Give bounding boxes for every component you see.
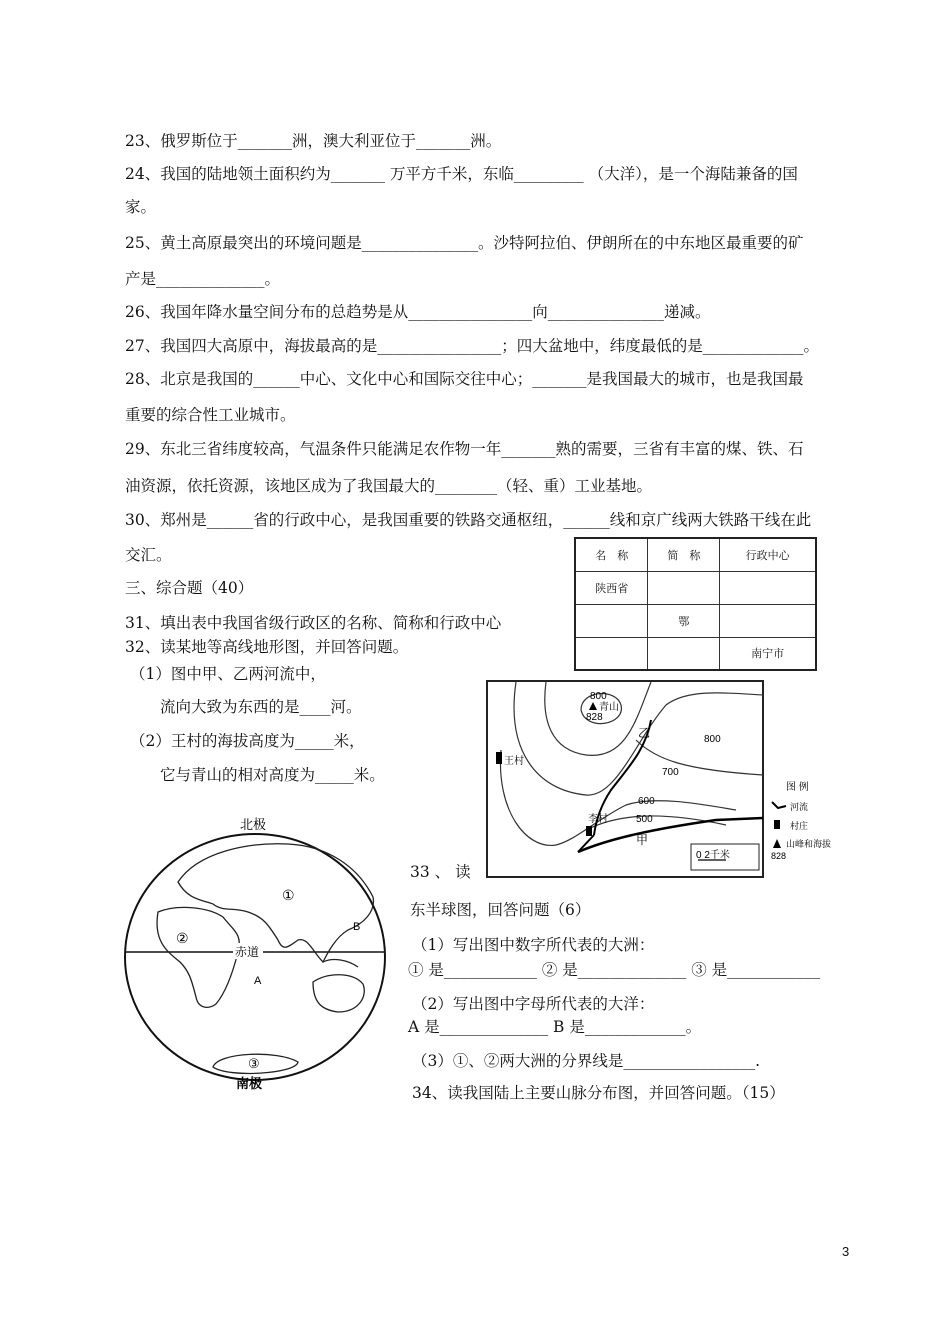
village-icon	[496, 752, 502, 764]
question-24-cont: 家。	[125, 198, 157, 216]
question-32-1-blank: 流向大致为东西的是____河。	[160, 698, 362, 716]
table-header: 行政中心	[720, 538, 816, 571]
question-32: 32、读某地等高线地形图，并回答问题。	[125, 638, 409, 656]
question-29-cont: 油资源，依托资源，该地区成为了我国最大的________（轻、重）工业基地。	[125, 477, 653, 495]
question-28-cont: 重要的综合性工业城市。	[125, 406, 296, 424]
ocean-b-label: B	[353, 921, 361, 933]
village-legend-icon	[774, 820, 780, 829]
continent-1-label: ①	[282, 887, 295, 903]
question-33-cont: 东半球图，回答问题（6）	[410, 901, 591, 919]
village-wang-label: 王村	[504, 756, 524, 767]
continent-3-label: ③	[248, 1056, 260, 1071]
question-27: 27、我国四大高原中，海拔最高的是________________；四大盆地中，纬度最低的是_____________。	[125, 337, 819, 355]
contour-label: 800	[704, 734, 721, 745]
question-30-cont: 交汇。	[125, 546, 172, 564]
question-28: 28、北京是我国的______中心、文化中心和国际交往中心；_______是我国最大的城市，也是我国最	[125, 370, 804, 388]
peak-label: 青山	[599, 702, 619, 713]
eastern-hemisphere-map	[118, 812, 400, 1090]
question-25-cont: 产是______________。	[125, 270, 281, 288]
question-33-1: （1）写出图中数字所代表的大洲：	[412, 936, 655, 954]
question-32-2: （2）王村的海拔高度为_____米，	[130, 732, 365, 750]
question-23: 23、俄罗斯位于_______洲，澳大利亚位于_______洲。	[125, 132, 502, 150]
table-cell: 陕西省	[575, 571, 648, 604]
equator-label: 赤道	[235, 945, 260, 959]
question-25: 25、黄土高原最突出的环境问题是_______________。沙特阿拉伯、伊朗所在的中东地区最重要的矿	[125, 234, 804, 252]
question-33-2-blanks: A 是______________ B 是_____________。	[408, 1018, 702, 1036]
table-cell: 鄂	[648, 604, 720, 637]
legend-river: 河流	[790, 802, 809, 812]
question-31: 31、填出表中我国省级行政区的名称、简称和行政中心	[125, 614, 502, 632]
table-cell	[720, 571, 816, 604]
table-header: 名 称	[575, 538, 648, 571]
contour-label: 800	[590, 691, 607, 702]
river-yi-label: 乙	[638, 726, 651, 740]
question-32-1: （1）图中甲、乙两河流中，	[130, 665, 326, 683]
village-icon	[586, 826, 592, 836]
peak-legend-icon	[773, 839, 781, 848]
table-cell	[648, 571, 720, 604]
legend-peak: 山峰和海拔	[786, 839, 831, 849]
south-pole-label: 南极	[236, 1076, 263, 1090]
question-29: 29、东北三省纬度较高，气温条件只能满足农作物一年_______熟的需要，三省有丰富的煤、铁、石	[125, 440, 804, 458]
table-cell	[575, 604, 648, 637]
contour-label: 700	[662, 767, 679, 778]
ocean-a-label: A	[254, 975, 262, 987]
contour-map	[486, 680, 831, 880]
table-cell	[575, 637, 648, 670]
province-table	[574, 537, 817, 671]
river-jia-label: 甲	[636, 833, 649, 847]
question-26: 26、我国年降水量空间分布的总趋势是从________________向_______________递减。	[125, 303, 711, 321]
question-33-2: （2）写出图中字母所代表的大洋：	[412, 995, 655, 1013]
village-li-label: 李村	[588, 814, 608, 825]
continent-2-label: ②	[176, 930, 189, 946]
question-33-1-blanks: ① 是____________ ② 是______________ ③ 是____________	[408, 961, 821, 979]
table-header: 简 称	[648, 538, 720, 571]
page-number: 3	[842, 1244, 850, 1259]
question-30: 30、郑州是______省的行政中心，是我国重要的铁路交通枢纽，______线和京广线两大铁路干线在此	[125, 511, 812, 529]
legend-title: 图 例	[786, 782, 809, 793]
table-cell	[648, 637, 720, 670]
contour-label: 600	[638, 796, 655, 807]
question-34: 34、读我国陆上主要山脉分布图，并回答问题。（15）	[412, 1084, 785, 1102]
question-24: 24、我国的陆地领土面积约为_______ 万平方千米，东临_________ （大洋），是一个海陆兼备的国	[125, 165, 798, 183]
contour-label: 500	[636, 814, 653, 825]
north-pole-label: 北极	[240, 817, 267, 832]
legend-peak-num: 828	[771, 851, 787, 861]
peak-height: 828	[586, 712, 603, 723]
scale-label: 0 2千米	[696, 850, 730, 861]
section-title: 三、综合题（40）	[125, 579, 254, 597]
question-32-2-blank: 它与青山的相对高度为_____米。	[160, 766, 385, 784]
table-cell: 南宁市	[720, 637, 816, 670]
question-33-3: （3）①、②两大洲的分界线是_________________.	[412, 1052, 761, 1070]
river-legend-icon	[772, 802, 786, 808]
legend-village: 村庄	[790, 821, 809, 831]
question-33: 33 、 读	[410, 863, 471, 881]
table-cell	[720, 604, 816, 637]
